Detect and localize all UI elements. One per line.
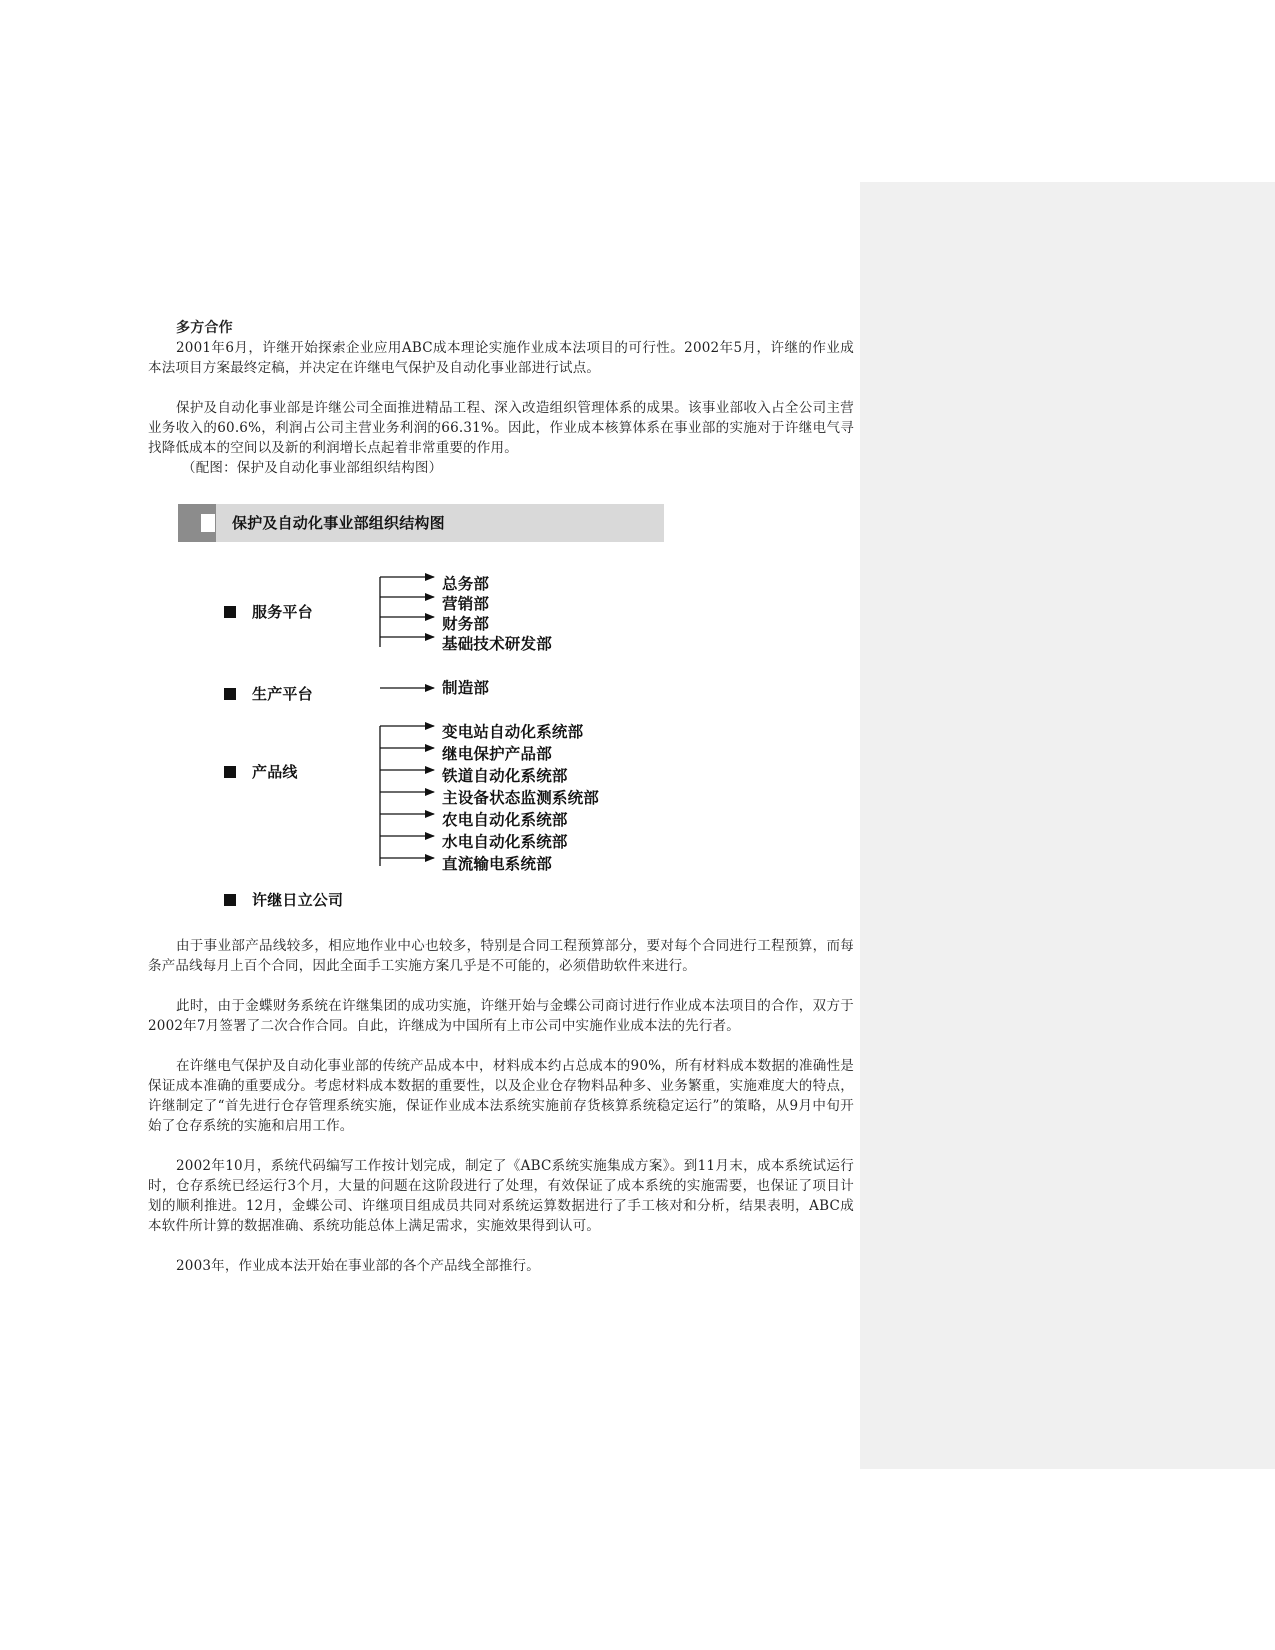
paragraph-2: 保护及自动化事业部是许继公司全面推进精品工程、深入改造组织管理体系的成果。该事业部收入占全公司主营业务收入的60.6%，利润占公司主营业务利润的66.31%。因此，作业成本核算体系在事业部的实施对于许继电气寻找降低成本的空间以及新的利润增长点起着非常重要的作用。 xyxy=(148,400,854,456)
paragraph-7: 2003年，作业成本法开始在事业部的各个产品线全部推行。 xyxy=(176,1258,540,1274)
dept-item: 总务部 xyxy=(442,575,490,593)
dept-item: 主设备状态监测系统部 xyxy=(442,789,600,807)
dept-item: 变电站自动化系统部 xyxy=(442,723,584,741)
paragraph-1: 2001年6月，许继开始探索企业应用ABC成本理论实施作业成本法项目的可行性。2002年5月，许继的作业成本法项目方案最终定稿，并决定在许继电气保护及自动化事业部进行试点。 xyxy=(148,340,854,376)
dept-item: 继电保护产品部 xyxy=(442,745,552,763)
dept-item: 营销部 xyxy=(442,595,490,613)
org-chart-connectors xyxy=(148,504,854,916)
org-chart xyxy=(148,504,854,916)
document-body xyxy=(148,318,854,1276)
section-heading: 多方合作 xyxy=(176,320,233,336)
dept-item: 基础技术研发部 xyxy=(442,635,552,653)
dept-item: 水电自动化系统部 xyxy=(442,833,568,851)
paragraph-5: 在许继电气保护及自动化事业部的传统产品成本中，材料成本约占总成本的90%，所有材料成本数据的准确性是保证成本准确的重要成分。考虑材料成本数据的重要性，以及企业仓存物料品种多、业务繁重，实施难度大的特点，许继制定了“首先进行仓存管理系统实施，保证作业成本法系统实施前存货核算系统稳定运行”的策略，从9月中旬开始了仓存系统的实施和启用工作。 xyxy=(148,1058,854,1134)
dept-item: 直流输电系统部 xyxy=(442,855,552,873)
group-label: 生产平台 xyxy=(252,685,313,703)
paragraph-3: 由于事业部产品线较多，相应地作业中心也较多，特别是合同工程预算部分，要对每个合同进行工程预算，而每条产品线每月上百个合同，因此全面手工实施方案几乎是不可能的，必须借助软件来进行。 xyxy=(148,938,854,974)
figure-caption: （配图：保护及自动化事业部组织结构图） xyxy=(182,460,443,476)
comment-pane xyxy=(860,182,1275,1469)
dept-item: 财务部 xyxy=(442,615,490,633)
org-chart-title: 保护及自动化事业部组织结构图 xyxy=(232,514,445,532)
dept-item: 铁道自动化系统部 xyxy=(442,767,568,785)
group-label: 许继日立公司 xyxy=(252,891,344,909)
dept-item: 制造部 xyxy=(442,679,490,697)
group-label: 产品线 xyxy=(252,763,298,781)
group-label: 服务平台 xyxy=(252,603,313,621)
paragraph-4: 此时，由于金蝶财务系统在许继集团的成功实施，许继开始与金蝶公司商讨进行作业成本法项目的合作，双方于2002年7月签署了二次合作合同。自此，许继成为中国所有上市公司中实施作业成本法的先行者。 xyxy=(148,998,854,1034)
dept-item: 农电自动化系统部 xyxy=(442,811,568,829)
paragraph-6: 2002年10月，系统代码编写工作按计划完成，制定了《ABC系统实施集成方案》。到11月末，成本系统试运行时，仓存系统已经运行3个月，大量的问题在这阶段进行了处理，有效保证了成本系统的实施需要，也保证了项目计划的顺利推进。12月，金蝶公司、许继项目组成员共同对系统运算数据进行了手工核对和分析，结果表明，ABC成本软件所计算的数据准确、系统功能总体上满足需求，实施效果得到认可。 xyxy=(148,1158,854,1234)
